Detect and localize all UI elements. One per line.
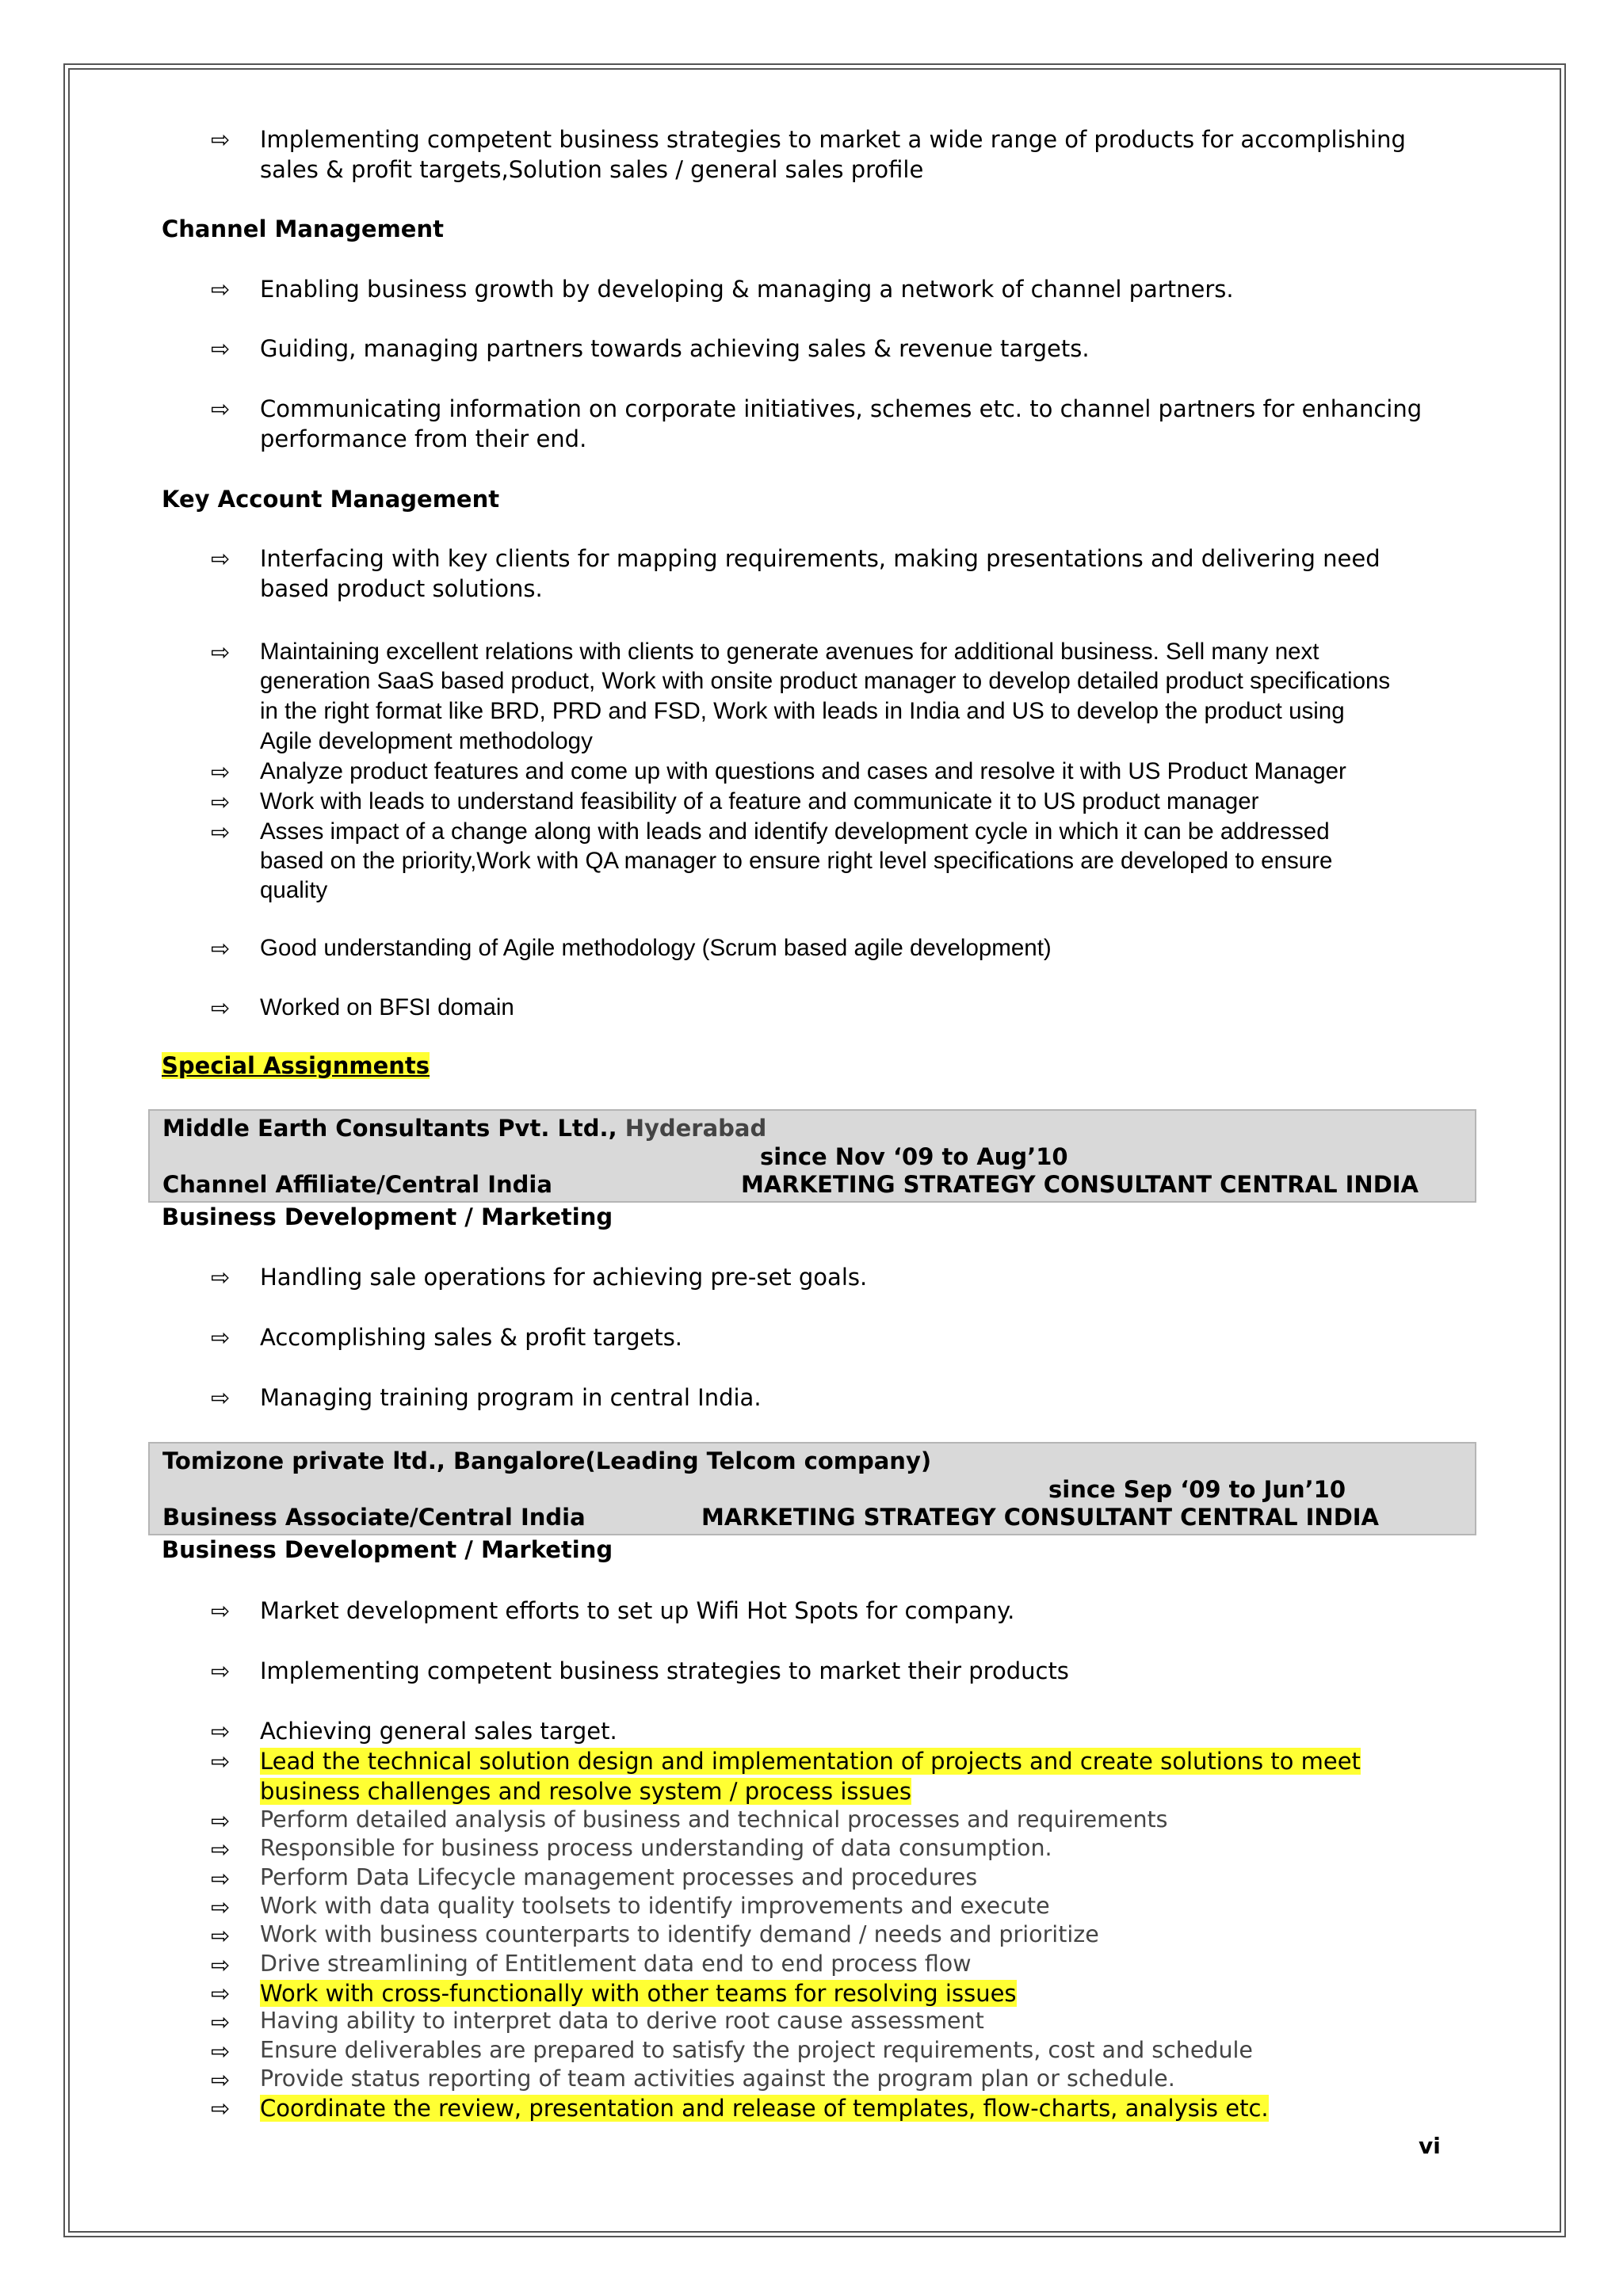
bullet-arrow-icon: ⇨ — [211, 818, 231, 845]
bullet-arrow-icon: ⇨ — [211, 1657, 231, 1684]
job-company-separator: , — [436, 1447, 445, 1474]
bullet-text: Perform detailed analysis of business and technical processes and requirements — [260, 1806, 1168, 1833]
section-heading-key-account-management: Key Account Management — [162, 486, 500, 513]
job-dates: since Sep ‘09 to Jun’10 — [1048, 1476, 1346, 1503]
highlighted-text: Work with cross-functionally with other teams for resolving issues — [260, 1980, 1017, 2007]
bullet-text: Work with business counterparts to identify demand / needs and prioritize — [260, 1921, 1099, 1947]
bullet-text: Good understanding of Agile methodology (Scrum based agile development) — [260, 935, 1052, 961]
job-department: Business Development / Marketing — [162, 1536, 613, 1563]
bullet-text-continued: sales & profit targets,Solution sales / general sales profile — [260, 156, 924, 183]
bullet-arrow-icon: ⇨ — [211, 1718, 231, 1745]
job-company: Middle Earth Consultants Pvt. Ltd. — [162, 1115, 609, 1142]
bullet-text: Implementing competent business strategies to market a wide range of products for accomplishing — [260, 126, 1406, 153]
bullet-arrow-icon: ⇨ — [211, 1836, 231, 1863]
bullet-arrow-icon: ⇨ — [211, 1324, 231, 1351]
bullet-text: Provide status reporting of team activities against the program plan or schedule. — [260, 2065, 1175, 2092]
bullet-text: Worked on BFSI domain — [260, 994, 514, 1020]
bullet-arrow-icon: ⇨ — [211, 994, 231, 1021]
bullet-text: Analyze product features and come up with questions and cases and resolve it with US Product Manager — [260, 758, 1346, 784]
bullet-arrow-icon: ⇨ — [211, 758, 231, 785]
bullet-arrow-icon: ⇨ — [211, 1951, 231, 1978]
highlighted-text: Lead the technical solution design and implementation of projects and create solutions to meet — [260, 1748, 1361, 1775]
bullet-arrow-icon: ⇨ — [211, 2095, 231, 2122]
bullet-text: Work with data quality toolsets to identify improvements and execute — [260, 1893, 1050, 1919]
bullet-text-highlighted — [260, 1746, 1465, 1776]
bullet-text: Enabling business growth by developing & managing a network of channel partners. — [260, 276, 1234, 303]
job-role: Channel Affiliate/Central India — [162, 1171, 552, 1198]
job-city: Hyderabad — [617, 1115, 767, 1142]
job-company-separator: , — [608, 1115, 617, 1142]
bullet-text-continued: generation SaaS based product, Work with onsite product manager to develop detailed product specifications — [260, 668, 1391, 694]
job-company: Tomizone private ltd. — [162, 1447, 437, 1474]
job-header-box-tomizone — [148, 1442, 1476, 1535]
bullet-arrow-icon: ⇨ — [211, 1865, 231, 1892]
bullet-text-continued: quality — [260, 877, 328, 903]
bullet-arrow-icon: ⇨ — [211, 1894, 231, 1920]
bullet-text: Achieving general sales target. — [260, 1718, 617, 1745]
bullet-text-continued: Agile development methodology — [260, 728, 593, 754]
job-header-box-middle-earth — [148, 1109, 1476, 1203]
bullet-text-continued: based product solutions. — [260, 575, 543, 602]
bullet-arrow-icon: ⇨ — [211, 935, 231, 962]
bullet-arrow-icon: ⇨ — [211, 788, 231, 815]
bullet-arrow-icon: ⇨ — [211, 545, 231, 572]
bullet-text: Work with leads to understand feasibility of a feature and communicate it to US product manager — [260, 788, 1259, 814]
bullet-text: Ensure deliverables are prepared to satisfy the project requirements, cost and schedule — [260, 2037, 1253, 2063]
bullet-text-continued: performance from their end. — [260, 425, 587, 452]
bullet-arrow-icon: ⇨ — [211, 2066, 231, 2093]
job-role: Business Associate/Central India — [162, 1504, 586, 1531]
job-company-line — [162, 1114, 766, 1142]
highlighted-text: business challenges and resolve system / process issues — [260, 1778, 911, 1805]
special-assignments-label: Special Assignments — [162, 1052, 430, 1079]
bullet-arrow-icon: ⇨ — [211, 2038, 231, 2065]
bullet-arrow-icon: ⇨ — [211, 639, 231, 666]
bullet-text: Managing training program in central India. — [260, 1384, 762, 1411]
bullet-text: Market development efforts to set up Wifi Hot Spots for company. — [260, 1597, 1015, 1624]
bullet-text: Communicating information on corporate initiatives, schemes etc. to channel partners for enhancing — [260, 395, 1423, 422]
bullet-arrow-icon: ⇨ — [211, 126, 231, 153]
bullet-arrow-icon: ⇨ — [211, 1748, 231, 1775]
bullet-text: Having ability to interpret data to derive root cause assessment — [260, 2008, 984, 2034]
bullet-text-highlighted — [260, 2093, 1465, 2123]
job-title: MARKETING STRATEGY CONSULTANT CENTRAL INDIA — [701, 1504, 1380, 1531]
page-number: vi — [1419, 2133, 1441, 2159]
bullet-text-continued: based on the priority,Work with QA manager to ensure right level specifications are developed to ensure — [260, 848, 1333, 874]
section-heading-channel-management: Channel Management — [162, 215, 444, 242]
job-title: MARKETING STRATEGY CONSULTANT CENTRAL INDIA — [741, 1171, 1419, 1198]
bullet-text: Drive streamlining of Entitlement data end to end process flow — [260, 1951, 972, 1977]
bullet-arrow-icon: ⇨ — [211, 1807, 231, 1834]
bullet-arrow-icon: ⇨ — [211, 2008, 231, 2035]
bullet-arrow-icon: ⇨ — [211, 1980, 231, 2007]
bullet-text: Accomplishing sales & profit targets. — [260, 1324, 683, 1351]
bullet-text: Responsible for business process understanding of data consumption. — [260, 1835, 1052, 1861]
bullet-text: Guiding, managing partners towards achieving sales & revenue targets. — [260, 335, 1090, 362]
bullet-text-continued — [260, 1776, 1465, 1806]
bullet-arrow-icon: ⇨ — [211, 1922, 231, 1949]
bullet-arrow-icon: ⇨ — [211, 335, 231, 362]
section-heading-special-assignments — [162, 1051, 430, 1081]
highlighted-text: Coordinate the review, presentation and release of templates, flow-charts, analysis etc. — [260, 2095, 1269, 2122]
job-dates: since Nov ‘09 to Aug’10 — [760, 1143, 1068, 1170]
bullet-text-continued: in the right format like BRD, PRD and FSD, Work with leads in India and US to develop the product using — [260, 698, 1345, 724]
bullet-text: Perform Data Lifecycle management processes and procedures — [260, 1864, 978, 1890]
bullet-text-highlighted — [260, 1978, 1465, 2008]
bullet-arrow-icon: ⇨ — [211, 276, 231, 303]
job-city: Bangalore(Leading Telcom company) — [445, 1447, 932, 1474]
bullet-arrow-icon: ⇨ — [211, 395, 231, 422]
bullet-text: Maintaining excellent relations with clients to generate avenues for additional business. Sell many next — [260, 639, 1319, 665]
bullet-text: Implementing competent business strategies to market their products — [260, 1657, 1069, 1684]
job-company-line — [162, 1447, 931, 1475]
job-department: Business Development / Marketing — [162, 1203, 613, 1230]
bullet-text: Asses impact of a change along with leads and identify development cycle in which it can be addressed — [260, 818, 1330, 845]
bullet-text: Handling sale operations for achieving pre-set goals. — [260, 1264, 868, 1291]
bullet-arrow-icon: ⇨ — [211, 1597, 231, 1624]
bullet-arrow-icon: ⇨ — [211, 1264, 231, 1291]
bullet-arrow-icon: ⇨ — [211, 1384, 231, 1411]
bullet-text: Interfacing with key clients for mapping requirements, making presentations and delivering need — [260, 545, 1381, 572]
